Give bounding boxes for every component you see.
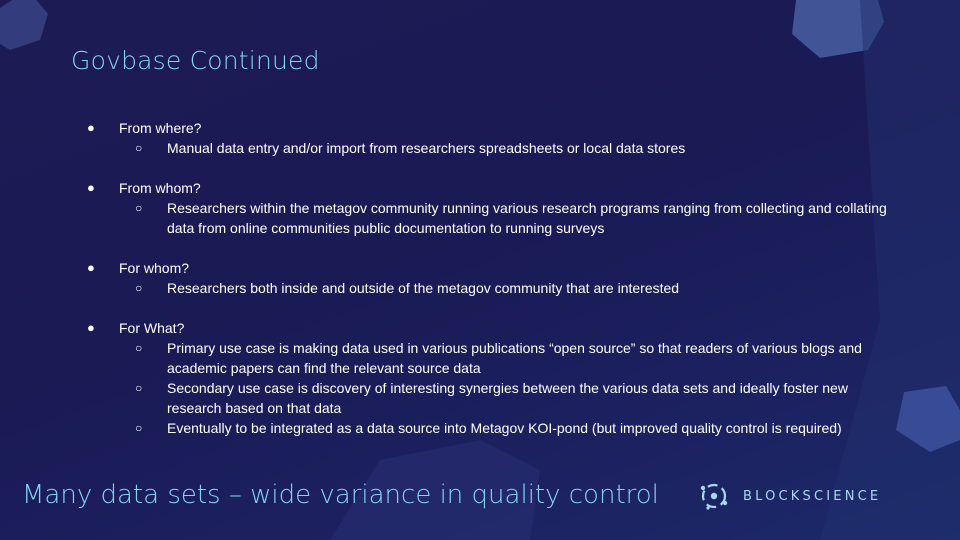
bullet-icon: ● — [87, 320, 95, 335]
section-for-whom — [0, 258, 960, 298]
section-heading: For What? — [119, 320, 185, 336]
sub-bullet-text: Secondary use case is discovery of interesting synergies between the various data sets and ideally foster new research based on that data — [167, 380, 848, 416]
sub-bullet-text: Manual data entry and/or import from researchers spreadsheets or local data stores — [167, 140, 686, 156]
sub-bullet-text: Researchers within the metagov community running various research programs ranging from collecting and collating data from online communities public documentation to running surveys — [167, 200, 887, 236]
sub-bullet-icon: ○ — [135, 341, 143, 355]
section-from-where — [0, 118, 960, 158]
logo-wordmark: BLOCKSCIENCE — [743, 488, 882, 504]
section-heading: From where? — [119, 120, 202, 136]
top-left-hexagon — [0, 0, 48, 50]
slide-content — [0, 118, 960, 458]
slide-title: Govbase Continued — [71, 46, 320, 75]
sub-bullet-icon: ○ — [135, 381, 143, 395]
section-heading: For whom? — [119, 260, 190, 276]
sub-bullet-icon: ○ — [135, 201, 143, 215]
section-heading: From whom? — [119, 180, 201, 196]
sub-bullet-icon: ○ — [135, 421, 143, 435]
sub-bullet-text: Eventually to be integrated as a data source into Metagov KOI-pond (but improved quality control is required) — [167, 420, 842, 436]
slide-footer-statement: Many data sets – wide variance in quality control — [22, 480, 659, 510]
blockscience-logo — [697, 479, 881, 513]
section-from-whom — [0, 178, 960, 238]
bullet-icon: ● — [87, 260, 95, 275]
bullet-icon: ● — [87, 120, 95, 135]
bullet-icon: ● — [87, 180, 95, 195]
sub-bullet-text: Researchers both inside and outside of the metagov community that are interested — [167, 280, 680, 296]
blockscience-logo-icon — [697, 479, 731, 513]
sub-bullet-icon: ○ — [135, 281, 143, 295]
sub-bullet-text: Primary use case is making data used in various publications “open source” so that readers of various blogs and academic papers can find the relevant source data — [167, 340, 862, 376]
sub-bullet-icon: ○ — [135, 141, 143, 155]
section-for-what — [0, 318, 960, 438]
